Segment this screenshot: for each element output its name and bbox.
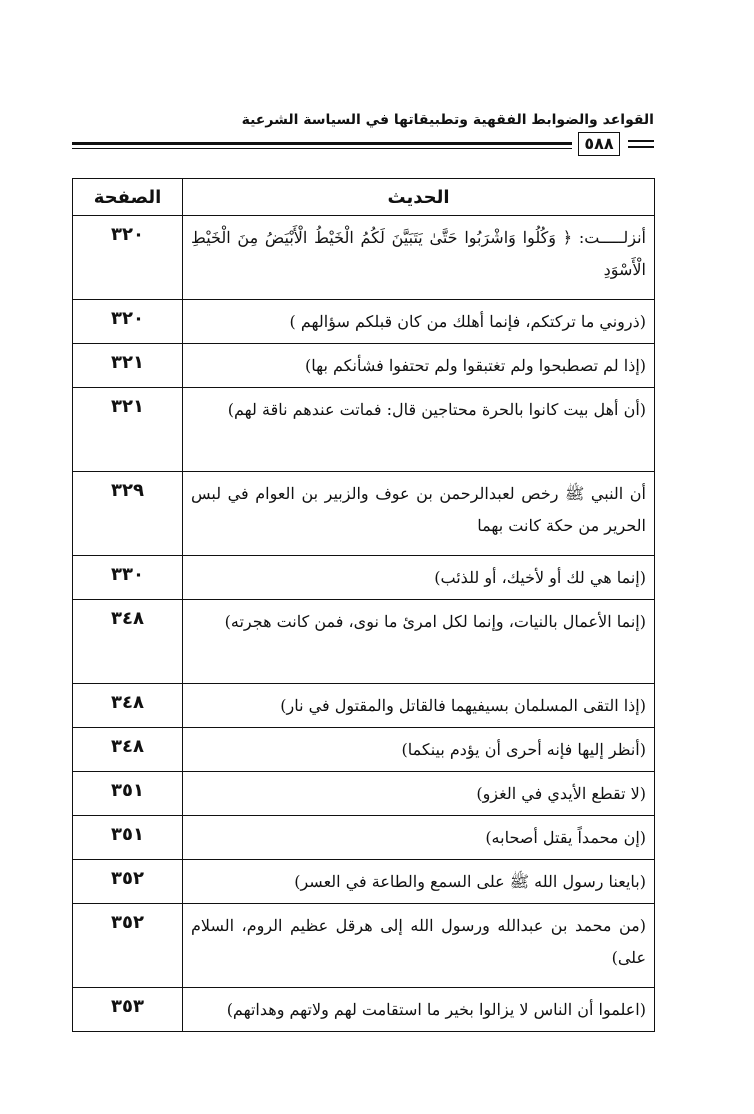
header-rule-thin bbox=[72, 148, 572, 149]
hadith-text: (أن أهل بيت كانوا بالحرة محتاجين قال: فماتت عندهم ناقة لهم) bbox=[183, 388, 655, 472]
table-row bbox=[73, 684, 655, 728]
header-dash bbox=[628, 146, 654, 148]
table-row bbox=[73, 216, 655, 300]
hadith-text: (إذا لم تصطبحوا ولم تغتبقوا ولم تحتفوا فشأنكم بها) bbox=[183, 344, 655, 388]
page-number: ٥٨٨ bbox=[578, 132, 620, 156]
table-row bbox=[73, 904, 655, 988]
page-ref: ٣٢١ bbox=[73, 344, 183, 388]
table-row bbox=[73, 472, 655, 556]
page-ref: ٣٤٨ bbox=[73, 728, 183, 772]
header-title: القواعد والضوابط الفقهية وتطبيقاتها في السياسة الشرعية bbox=[241, 112, 654, 128]
hadith-text: (أنظر إليها فإنه أحرى أن يؤدم بينكما) bbox=[183, 728, 655, 772]
table-row bbox=[73, 860, 655, 904]
page-ref: ٣٢٩ bbox=[73, 472, 183, 556]
hadith-text: أن النبي ﷺ رخص لعبدالرحمن بن عوف والزبير بن العوام في لبس الحرير من حكة كانت بهما bbox=[183, 472, 655, 556]
page-ref: ٣٢١ bbox=[73, 388, 183, 472]
table-row bbox=[73, 772, 655, 816]
page-ref: ٣٤٨ bbox=[73, 684, 183, 728]
hadith-text: (من محمد بن عبدالله ورسول الله إلى هرقل عظيم الروم، السلام على) bbox=[183, 904, 655, 988]
column-header-hadith: الحديث bbox=[183, 179, 655, 216]
header-rule-thick bbox=[72, 142, 572, 145]
page-ref: ٣٣٠ bbox=[73, 556, 183, 600]
table-header-row bbox=[73, 179, 655, 216]
hadith-text: أنزلـــــت: ﴿ وَكُلُوا وَاشْرَبُوا حَتَّىٰ يَتَبَيَّنَ لَكُمُ الْخَيْطُ الْأَبْيَضُ مِنَ الْخَيْطِ الْأَسْوَدِ bbox=[183, 216, 655, 300]
page-ref: ٣٥٣ bbox=[73, 988, 183, 1032]
hadith-text: (لا تقطع الأيدي في الغزو) bbox=[183, 772, 655, 816]
page-ref: ٣٥١ bbox=[73, 772, 183, 816]
hadith-index-table bbox=[72, 178, 655, 1032]
page-ref: ٣٥١ bbox=[73, 816, 183, 860]
column-header-page: الصفحة bbox=[73, 179, 183, 216]
table-row bbox=[73, 388, 655, 472]
hadith-text: (اعلموا أن الناس لا يزالوا بخير ما استقامت لهم ولاتهم وهداتهم) bbox=[183, 988, 655, 1032]
hadith-text: (إنما هي لك أو لأخيك، أو للذئب) bbox=[183, 556, 655, 600]
page-ref: ٣٥٢ bbox=[73, 860, 183, 904]
table-row bbox=[73, 600, 655, 684]
hadith-text: (إن محمداً يقتل أصحابه) bbox=[183, 816, 655, 860]
table-row bbox=[73, 988, 655, 1032]
table-row bbox=[73, 728, 655, 772]
table-row bbox=[73, 816, 655, 860]
page-ref: ٣٥٢ bbox=[73, 904, 183, 988]
running-header bbox=[72, 112, 654, 156]
hadith-text: (ذروني ما تركتكم، فإنما أهلك من كان قبلكم سؤالهم ) bbox=[183, 300, 655, 344]
header-dash bbox=[628, 140, 654, 142]
table-row bbox=[73, 556, 655, 600]
page-ref: ٣٢٠ bbox=[73, 216, 183, 300]
page-ref: ٣٢٠ bbox=[73, 300, 183, 344]
hadith-text: (إذا التقى المسلمان بسيفيهما فالقاتل والمقتول في نار) bbox=[183, 684, 655, 728]
table-row bbox=[73, 300, 655, 344]
hadith-text: (بايعنا رسول الله ﷺ على السمع والطاعة في العسر) bbox=[183, 860, 655, 904]
page-ref: ٣٤٨ bbox=[73, 600, 183, 684]
hadith-text: (إنما الأعمال بالنيات، وإنما لكل امرئ ما نوى، فمن كانت هجرته) bbox=[183, 600, 655, 684]
table-row bbox=[73, 344, 655, 388]
